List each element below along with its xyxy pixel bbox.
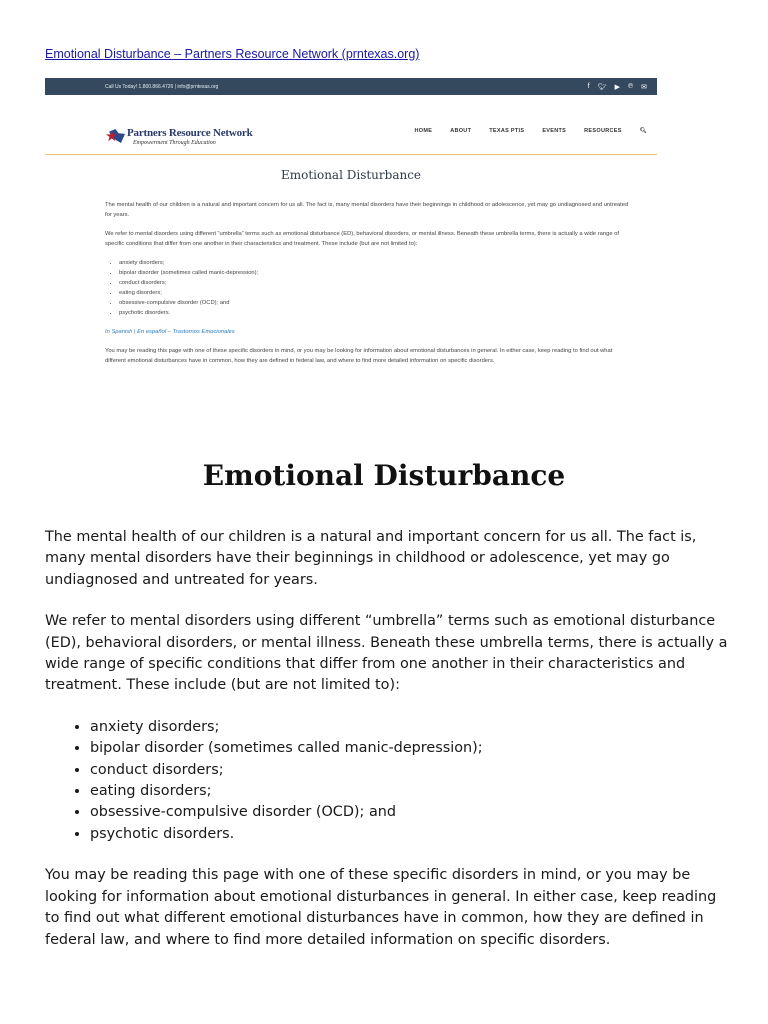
logo[interactable] bbox=[105, 123, 253, 153]
screenshot-page-title: Emotional Disturbance bbox=[280, 168, 422, 182]
article-paragraph: The mental health of our children is a natural and important concern for us all. The fact is, many mental disorders have their beginnings in childhood or adolescence, yet may go undiagnosed and untreated for years. bbox=[45, 529, 697, 588]
list-item: • psychotic disorders. bbox=[119, 308, 632, 318]
article-paragraph: We refer to mental disorders using different “umbrella” terms such as emotional disturbance (ED), behavioral disorders, or mental illness. Beneath these umbrella terms, there is actually a wide range of specific conditions that differ from one another in their characteristics and treatment. These include (but are not limited to): bbox=[45, 613, 728, 694]
list-item: • anxiety disorders; bbox=[119, 258, 632, 268]
screenshot-paragraph: We refer to mental disorders using different “umbrella” terms such as emotional disturbance (ED), behavioral disorders, or mental illness. Beneath these umbrella terms, there is actually a wide range of specific conditions that differ from one another in their characteristics and treatment. These include (but are not limited to): bbox=[105, 231, 620, 247]
facebook-icon[interactable]: f bbox=[587, 82, 590, 90]
article-body bbox=[45, 527, 735, 971]
list-item: • psychotic disorders. bbox=[90, 824, 735, 845]
site-header bbox=[45, 95, 657, 155]
logo-tagline: Empowerment Through Education bbox=[133, 140, 216, 146]
list-item: • conduct disorders; bbox=[90, 760, 735, 781]
list-item: • eating disorders; bbox=[119, 288, 632, 298]
mail-icon[interactable]: ✉ bbox=[641, 83, 647, 91]
contact-text: Call Us Today! 1.800.866.4726 | info@prntexas.org bbox=[105, 83, 219, 90]
article-title: Emotional Disturbance bbox=[202, 459, 566, 492]
language-links[interactable]: In Spanish | En español – Trastornos Emocionales bbox=[105, 329, 235, 335]
list-item: • conduct disorders; bbox=[119, 278, 632, 288]
social-icons bbox=[588, 83, 647, 91]
top-bar bbox=[45, 78, 657, 95]
screenshot-paragraph: The mental health of our children is a natural and important concern for us all. The fact is, many mental disorders have their beginnings in childhood or adolescence, yet may go undiagnosed and untreated for years. bbox=[105, 202, 629, 218]
nav-events[interactable]: EVENTS bbox=[542, 128, 567, 134]
list-item: • anxiety disorders; bbox=[90, 717, 735, 738]
pinterest-icon[interactable]: ℗ bbox=[627, 82, 634, 90]
nav-home[interactable]: HOME bbox=[414, 128, 433, 134]
star-icon: ★ bbox=[105, 128, 119, 145]
nav-resources[interactable]: RESOURCES bbox=[584, 128, 622, 134]
youtube-icon[interactable]: ▶ bbox=[614, 83, 620, 91]
logo-name: Partners Resource Network bbox=[127, 127, 253, 139]
twitter-icon[interactable]: 🐦︎ bbox=[597, 83, 607, 91]
list-item: • eating disorders; bbox=[90, 781, 735, 802]
disorder-list bbox=[45, 717, 735, 845]
main-nav bbox=[414, 128, 647, 134]
list-item: • obsessive-compulsive disorder (OCD); and bbox=[119, 298, 632, 308]
embedded-screenshot bbox=[45, 78, 657, 440]
screenshot-body bbox=[45, 200, 657, 366]
nav-about[interactable]: ABOUT bbox=[450, 128, 472, 134]
list-item: • obsessive-compulsive disorder (OCD); and bbox=[90, 802, 735, 823]
list-item: • bipolar disorder (sometimes called manic-depression); bbox=[90, 738, 735, 759]
screenshot-list bbox=[105, 258, 632, 318]
article-paragraph: You may be reading this page with one of these specific disorders in mind, or you may be looking for information about emotional disturbances in general. In either case, keep reading to find out what different emotional disturbances have in common, how they are defined in federal law, and where to find more detailed information on specific disorders. bbox=[45, 867, 717, 948]
search-icon[interactable]: 🔍︎ bbox=[639, 128, 647, 134]
nav-texas-ptis[interactable]: TEXAS PTIS bbox=[489, 128, 525, 134]
source-link[interactable]: Emotional Disturbance – Partners Resource Network (prntexas.org) bbox=[45, 47, 420, 61]
screenshot-paragraph: You may be reading this page with one of these specific disorders in mind, or you may be looking for information about emotional disturbances in general. In either case, keep reading to find out what different emotional disturbances have in common, how they are defined in federal law, and where to find more detailed information on specific disorders. bbox=[105, 348, 613, 364]
list-item: • bipolar disorder (sometimes called manic-depression); bbox=[119, 268, 632, 278]
